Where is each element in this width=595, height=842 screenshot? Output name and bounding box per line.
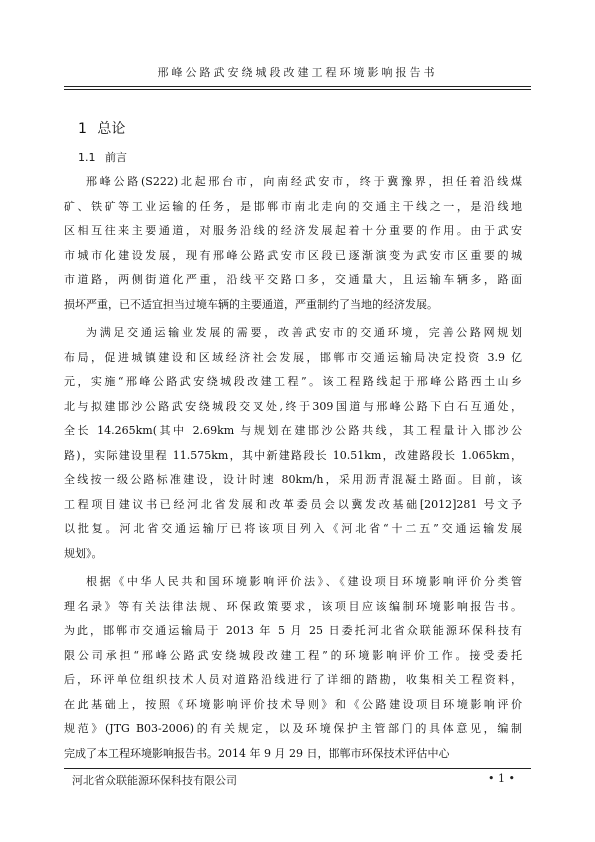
paragraph-line: 为此，邯郸市交通运输局于 2013 年 5 月 25 日委托河北省众联能源环保科技有 (64, 624, 522, 637)
footer-company: 河北省众联能源环保科技有限公司 (72, 774, 237, 787)
paragraph-line: 区相互往来主要通道，对服务沿线的经济发展起着十分重要的作用。由于武安 (64, 224, 522, 237)
paragraph-line: 损坏严重，已不适宜担当过境车辆的主要通道，严重制约了当地的经济发展。 (64, 297, 438, 311)
header-rule-thin (64, 89, 531, 90)
section-title: 总论 (97, 121, 126, 137)
paragraph-line: 规划》。 (64, 546, 103, 560)
paragraph-line: 市城市化建设发展，现有邢峰公路武安市区段已逐渐演变为武安市区重要的城 (64, 248, 522, 262)
paragraph-line: 以批复。河北省交通运输厅已将该项目列入《河北省“十二五”交通运输发展 (64, 522, 522, 535)
paragraph-line: 市道路，两侧街道化严重，沿线平交路口多，交通量大，且运输车辆多，路面 (64, 273, 522, 286)
subsection-number: 1.1 (78, 151, 96, 164)
paragraph-line: 后，环评单位组织技术人员对道路沿线进行了详细的踏勘，收集相关工程资料， (64, 673, 522, 686)
paragraph-line: 在此基础上，按照《环境影响评价技术导则》和《公路建设项目环境影响评价 (64, 697, 522, 711)
header-rule (64, 86, 531, 87)
paragraph (64, 570, 522, 766)
paragraph-line: 完成了本工程环境影响报告书。2014 年 9 月 29 日，邯郸市环保技术评估中心 (64, 746, 450, 760)
paragraph-line: 元，实施“邢峰公路武安绕城段改建工程”。该工程路线起于邢峰公路西土山乡 (64, 375, 522, 388)
paragraph (64, 321, 522, 566)
paragraph-line: 矿、铁矿等工业运输的任务，是邯郸市南北走向的交通主干线之一，是沿线地 (64, 199, 522, 213)
paragraph-line: 布局，促进城镇建设和区域经济社会发展，邯郸市交通运输局决定投资 3.9 亿 (64, 350, 522, 364)
paragraph-line: 全长 14.265km(其中 2.69km 与规划在建邯沙公路共线，其工程量计入邯沙公 (64, 424, 522, 437)
page-body (64, 118, 522, 766)
subsection-title: 前言 (105, 151, 127, 164)
paragraph-line: 邢峰公路(S222)北起邢台市，向南经武安市，终于冀豫界，担任着沿线煤 (86, 175, 522, 188)
paragraph-line: 北与拟建邯沙公路武安绕城段交叉处,终于309国道与邢峰公路下白石互通处， (64, 399, 522, 413)
paragraph-line: 全线按一级公路标准建设，设计时速 80km/h，采用沥青混凝土路面。目前，该 (64, 473, 522, 486)
section-heading (78, 118, 522, 140)
running-header: 邢峰公路武安绕城段改建工程环境影响报告书 (157, 66, 438, 79)
paragraph-line: 工程项目建议书已经河北省发展和改革委员会以冀发改基础[2012]281 号文予 (64, 497, 522, 511)
paragraph-line: 根据《中华人民共和国环境影响评价法》、《建设项目环境影响评价分类管 (86, 575, 522, 588)
paragraph-line: 为满足交通运输业发展的需要，改善武安市的交通环境，完善公路网规划 (86, 326, 522, 339)
body-paragraphs (64, 170, 522, 766)
page-number: • 1 • (488, 772, 515, 785)
paragraph-line: 理名录》等有关法律法规、环保政策要求，该项目应该编制环境影响报告书。 (64, 599, 522, 613)
paragraph-line: 路)，实际建设里程 11.575km，其中新建路段长 10.51km，改建路段长 1.065km， (64, 448, 522, 462)
footer-rule (64, 768, 531, 769)
paragraph (64, 170, 522, 317)
section-number: 1 (78, 121, 87, 137)
paragraph-line: 规范》(JTG B03-2006)的有关规定，以及环境保护主管部门的具体意见，编制 (64, 722, 522, 735)
subsection-heading (78, 148, 522, 168)
paragraph-line: 限公司承担“邢峰公路武安绕城段改建工程”的环境影响评价工作。接受委托 (64, 648, 522, 662)
